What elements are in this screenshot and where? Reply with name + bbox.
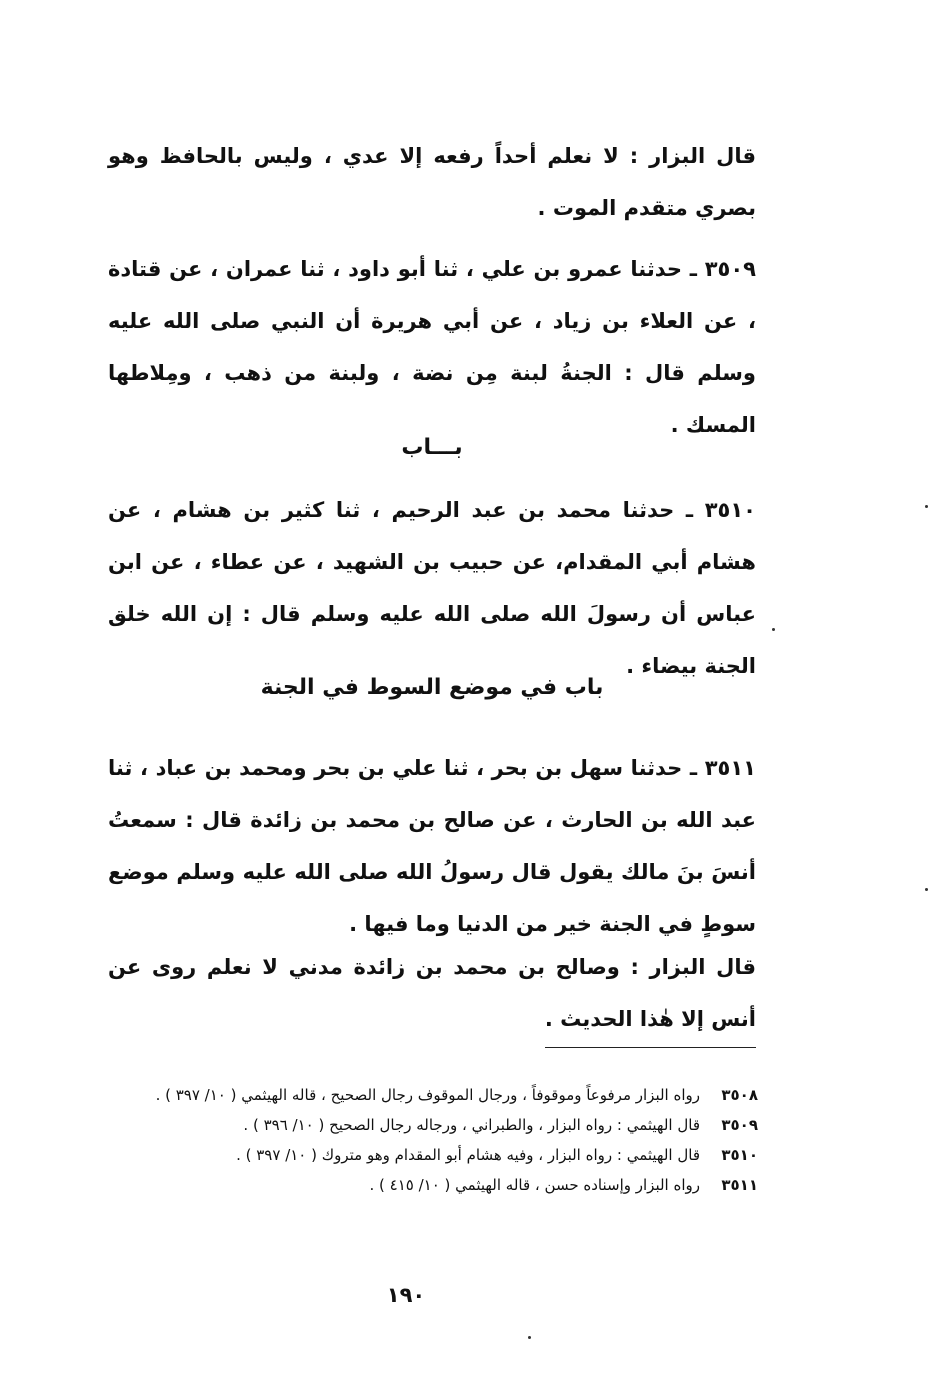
footnote-number: ٣٥٠٩ (721, 1116, 758, 1134)
paragraph-bazzar-note-1 (108, 130, 756, 234)
section-heading-bab: بـــاب (401, 435, 463, 460)
scan-speck (925, 505, 928, 508)
hadith-3509 (108, 243, 756, 451)
hadith-text: ـ حدثنا سهل بن بحر ، ثنا علي بن بحر ومحمد بن عباد ، ثنا عبد الله بن الحارث ، عن صالح بن محمد بن زائدة قال : سمعتُ أنسَ بنَ مالك يقول قال رسولُ الله صلى الله عليه وسلم موضع سوطٍ في الجنة خير من الدنيا وما فيها . (108, 756, 756, 936)
footnote-item (108, 1110, 758, 1140)
section-heading-whip-place: باب في موضع السوط في الجنة (260, 675, 604, 700)
scan-speck (772, 628, 775, 631)
footnotes-list (108, 1080, 758, 1200)
hadith-3511 (108, 742, 756, 950)
paragraph-text: قال البزار : لا نعلم أحداً رفعه إلا عدي ، وليس بالحافظ وهو بصري متقدم الموت . (108, 144, 756, 220)
hadith-number: ٣٥٠٩ (704, 257, 756, 281)
hadith-text: ـ حدثنا عمرو بن علي ، ثنا أبو داود ، ثنا عمران ، عن قتادة ، عن العلاء بن زياد ، عن أبي هريرة أن النبي صلى الله عليه وسلم قال : الجنةُ لبنة مِن نضة ، ولبنة من ذهب ، ومِلاطها المسك . (108, 257, 756, 437)
page-number: ١٩٠ (386, 1283, 426, 1307)
hadith-text: ـ حدثنا محمد بن عبد الرحيم ، ثنا كثير بن هشام ، عن هشام أبي المقدام، عن حبيب بن الشهيد ، عن عطاء ، عن ابن عباس أن رسولَ الله صلى الله عليه وسلم قال : إن الله خلق الجنة بيضاء . (108, 498, 756, 678)
paragraph-text: قال البزار : وصالح بن محمد بن زائدة مدني لا نعلم روى عن أنس إلا هٰذا الحديث . (108, 955, 756, 1031)
footnote-number: ٣٥١١ (721, 1176, 758, 1194)
footnote-text: رواه البزار مرفوعاً وموقوفاً ، ورجال الموقوف رجال الصحيح ، قاله الهيثمي ( ١٠/ ٣٩٧ ) . (155, 1086, 700, 1104)
hadith-number: ٣٥١٠ (704, 498, 756, 522)
footnote-number: ٣٥٠٨ (721, 1086, 758, 1104)
footnote-divider (545, 1047, 756, 1048)
hadith-number: ٣٥١١ (704, 756, 756, 780)
footnote-text: رواه البزار وإسناده حسن ، قاله الهيثمي ( ١٠/ ٤١٥ ) . (369, 1176, 700, 1194)
scan-speck (925, 888, 928, 891)
hadith-3510 (108, 484, 756, 692)
footnote-item (108, 1170, 758, 1200)
footnote-text: قال الهيثمي : رواه البزار ، وفيه هشام أبو المقدام وهو متروك ( ١٠/ ٣٩٧ ) . (236, 1146, 700, 1164)
footnote-item (108, 1080, 758, 1110)
footnote-number: ٣٥١٠ (721, 1146, 758, 1164)
paragraph-bazzar-note-2 (108, 941, 756, 1045)
scan-speck (528, 1336, 531, 1339)
footnote-text: قال الهيثمي : رواه البزار ، والطبراني ، ورجاله رجال الصحيح ( ١٠/ ٣٩٦ ) . (243, 1116, 700, 1134)
footnote-item (108, 1140, 758, 1170)
